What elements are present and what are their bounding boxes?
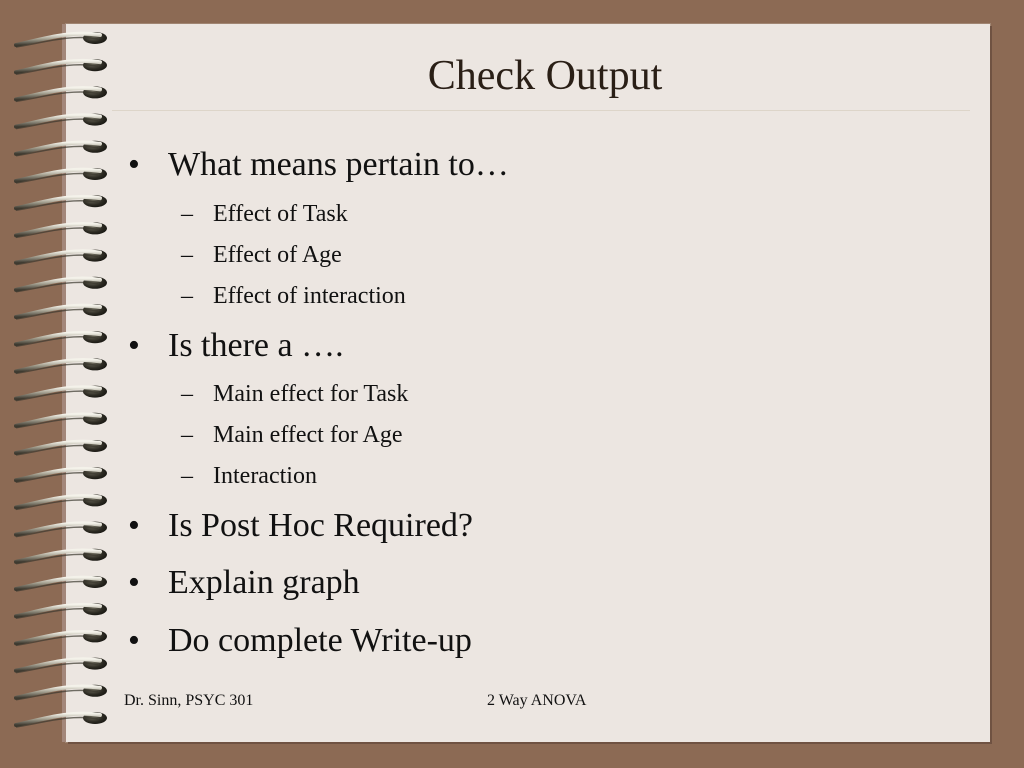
bullet-text: Explain graph [168,564,360,601]
sub-bullet-item [181,242,342,269]
dash-marker: – [181,381,193,407]
sub-bullet-text: Effect of Task [213,201,348,227]
dash-marker: – [181,283,193,309]
dash-marker: – [181,242,193,268]
bullet-item [128,327,344,365]
sub-bullet-item [181,381,408,408]
bullet-text: Is there a …. [168,327,344,364]
sub-bullet-text: Effect of interaction [213,283,406,309]
sub-bullet-text: Main effect for Task [213,381,409,407]
bullet-item [128,146,509,184]
footer-center: 2 Way ANOVA [487,692,587,709]
bullet-text: What means pertain to… [168,146,509,183]
bullet-marker: • [128,507,140,544]
dash-marker: – [181,201,193,227]
bullet-item [128,622,472,660]
sub-bullet-text: Effect of Age [213,242,342,268]
sub-bullet-item [181,422,402,449]
sub-bullet-item [181,201,348,228]
sub-bullet-text: Interaction [213,463,317,489]
bullet-text: Do complete Write-up [168,622,472,659]
bullet-marker: • [128,622,140,659]
bullet-item [128,564,360,602]
dash-marker: – [181,463,193,489]
sub-bullet-text: Main effect for Age [213,422,403,448]
bullet-marker: • [128,146,140,183]
bullet-text: Is Post Hoc Required? [168,507,474,544]
footer-left: Dr. Sinn, PSYC 301 [124,692,254,709]
dash-marker: – [181,422,193,448]
slide-title: Check Output [427,53,663,99]
bullet-marker: • [128,327,140,364]
bullet-marker: • [128,564,140,601]
bullet-item [128,507,473,545]
sub-bullet-item [181,283,406,310]
sub-bullet-item [181,463,317,490]
